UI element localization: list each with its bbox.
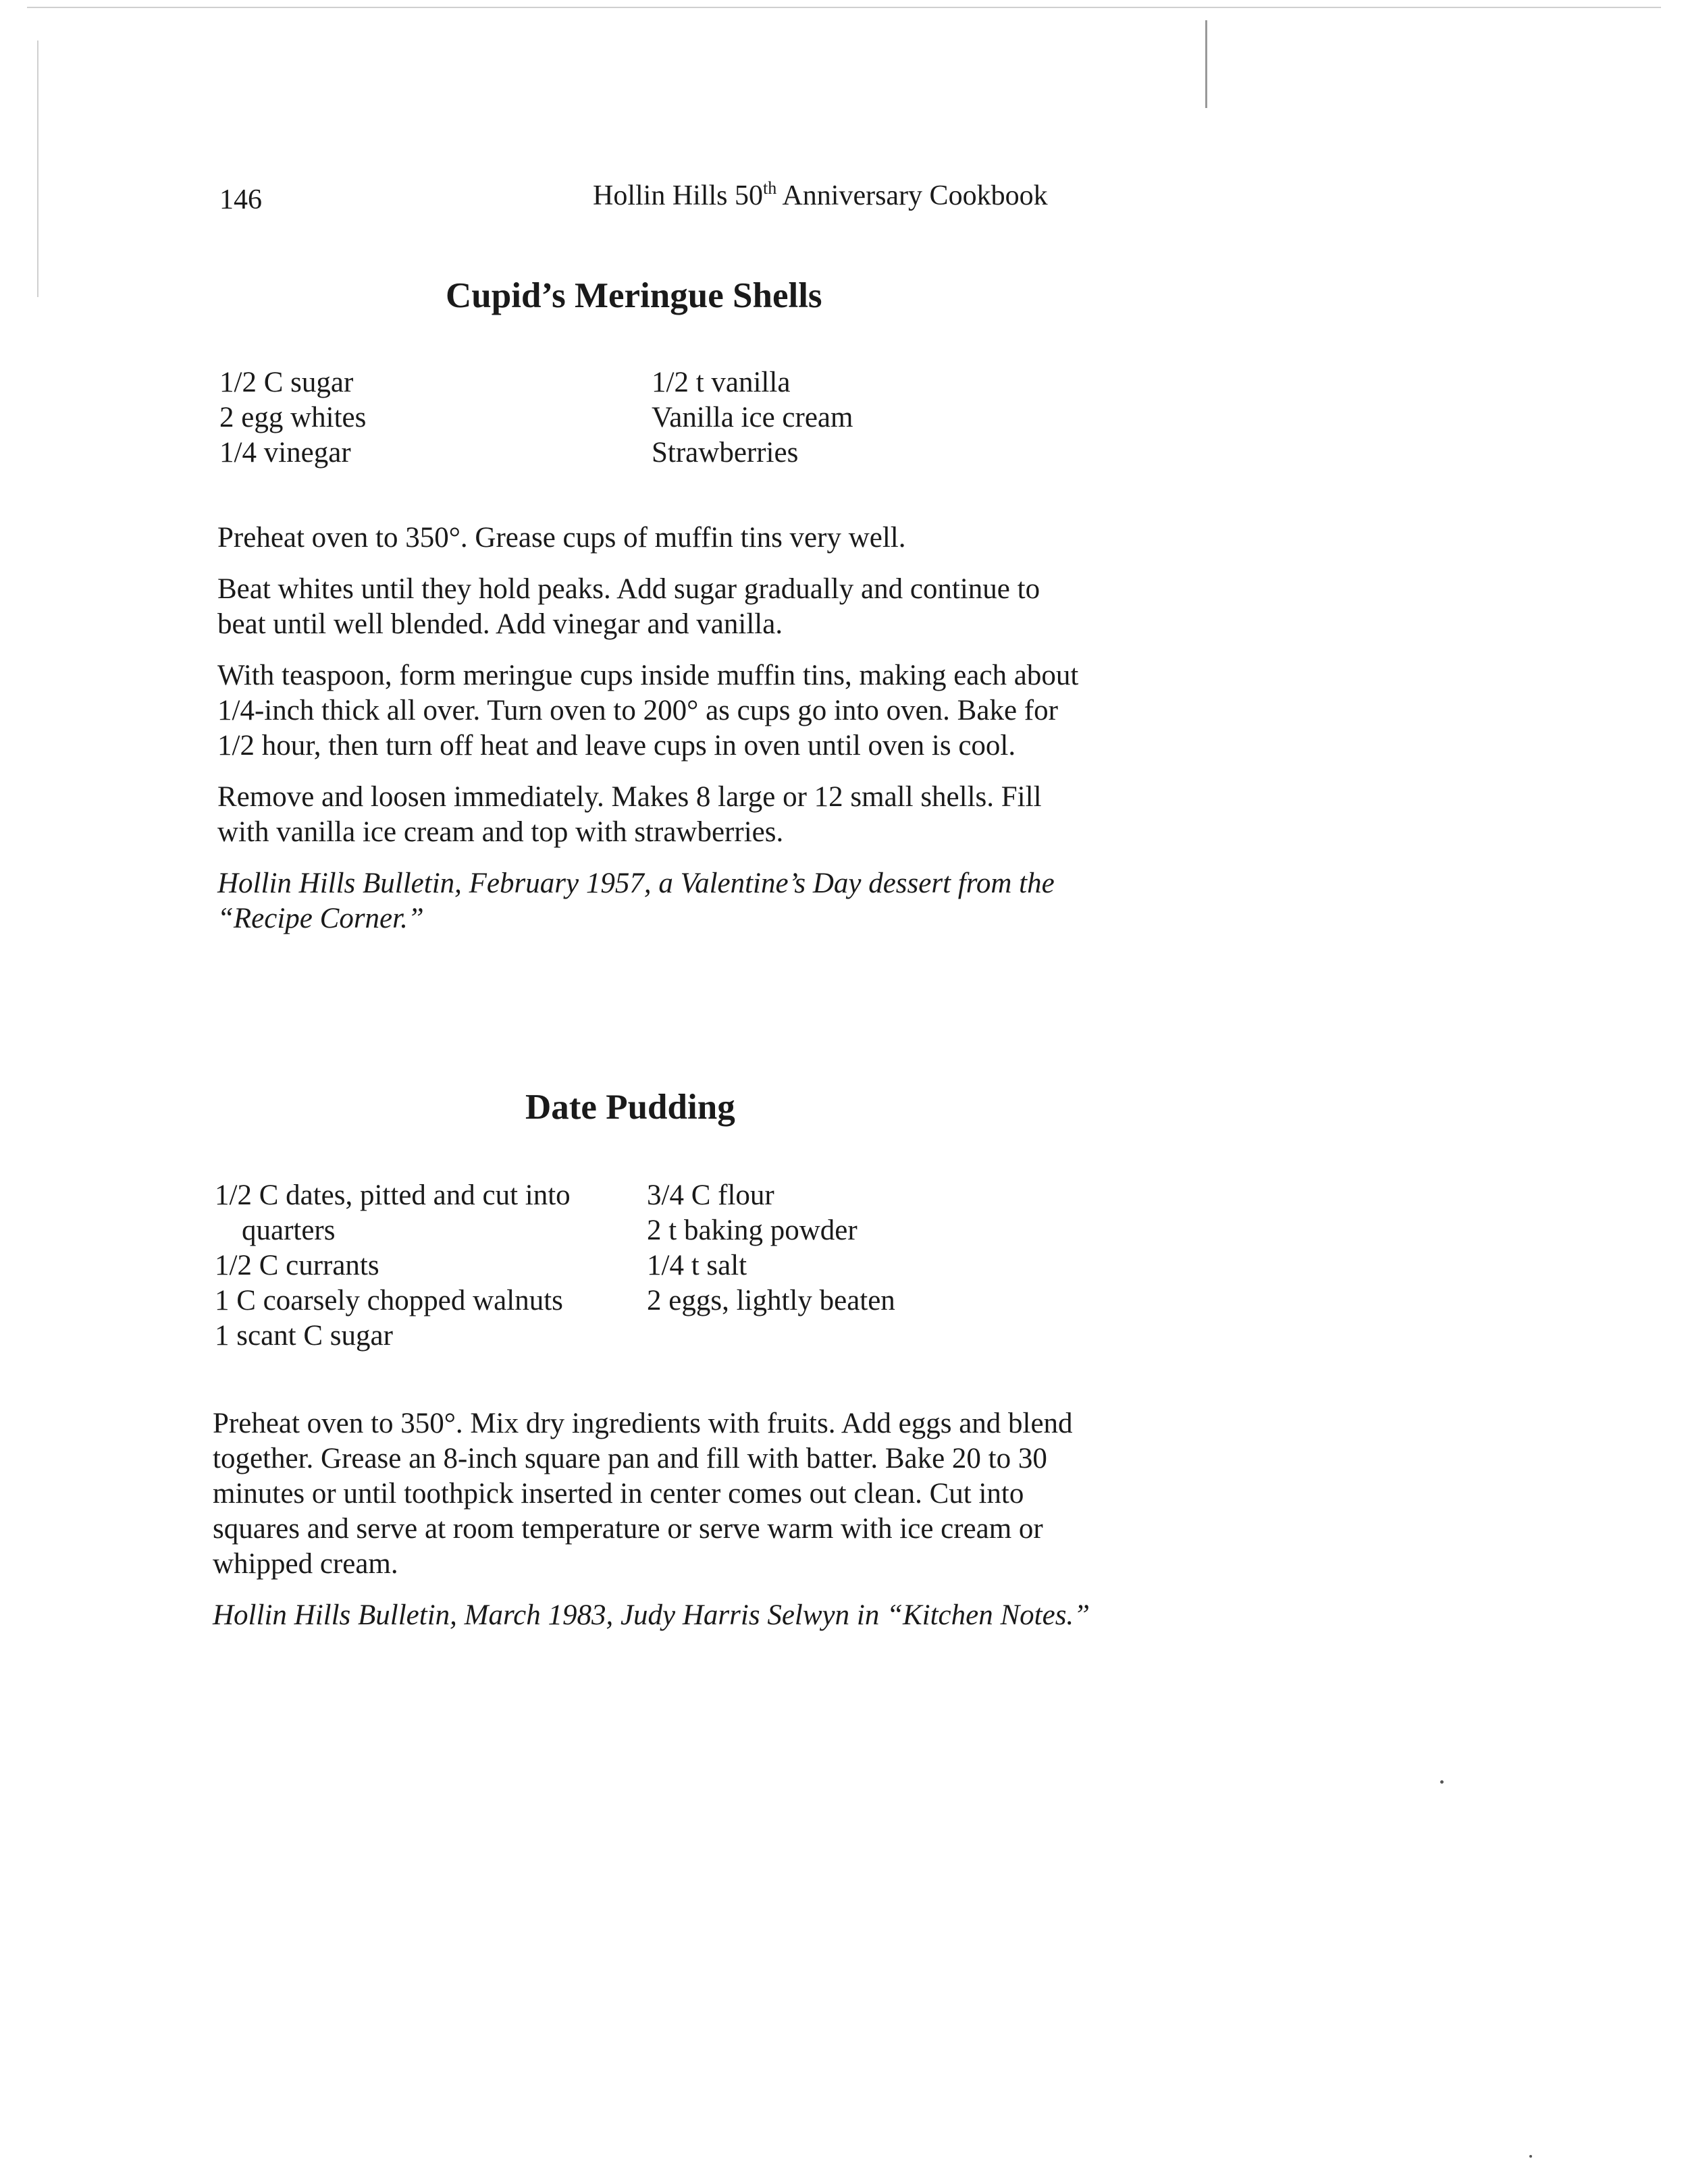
ingredient-item: 1/2 t vanilla [652,367,791,398]
instruction-step: Preheat oven to 350°. Grease cups of muffin tins very well. [217,522,906,554]
ingredient-item: Strawberries [652,437,799,469]
instruction-step: Beat whites until they hold peaks. Add sugar gradually and continue to beat until well blended. Add vinegar and vanilla. [217,573,1040,640]
instructions [217,521,1095,953]
ingredient-list-left [219,365,366,471]
ingredient-item: 3/4 C flour [647,1179,774,1211]
scan-speck [1529,2155,1532,2158]
ingredient-item: 1/4 vinegar [219,437,351,469]
ingredient-item: Vanilla ice cream [652,402,853,433]
ingredient-list-right [652,365,853,471]
ingredient-item: quarters [242,1215,336,1246]
instruction-step: Remove and loosen immediately. Makes 8 large or 12 small shells. Fill with vanilla ice cream and top with strawberries. [217,781,1042,848]
ingredient-item: 2 egg whites [219,402,367,433]
recipe-source: Hollin Hills Bulletin, February 1957, a Valentine’s Day dessert from the “Recipe Corner.” [217,868,1055,934]
ingredient-item: 1/2 C currants [215,1250,379,1281]
ingredient-item: 1/4 t salt [647,1250,747,1281]
recipe-source: Hollin Hills Bulletin, March 1983, Judy Harris Selwyn in “Kitchen Notes.” [213,1599,1090,1631]
ingredient-item: 1/2 C dates, pitted and cut into [215,1179,571,1211]
instruction-step: Preheat oven to 350°. Mix dry ingredients with fruits. Add eggs and blend together. Grease an 8-inch square pan and fill with batter. Bake 20 to 30 minutes or until toothpick inserted in center comes out clean. Cut into squares and serve at room temperature or serve warm with ice cream or whipped cream. [213,1408,1073,1580]
ingredient-item: 2 t baking powder [647,1215,858,1246]
running-head-subtitle: Anniversary Cookbook [776,180,1048,211]
scan-edge-right [1205,20,1207,108]
scan-edge-top [27,7,1661,8]
ingredient-list-right [647,1178,895,1319]
instruction-step: With teaspoon, form meringue cups inside muffin tins, making each about 1/4-inch thick all over. Turn oven to 200° as cups go into oven. Bake for 1/2 hour, then turn off heat and leave cups in oven until oven is cool. [217,660,1079,762]
page-number: 146 [219,184,262,215]
running-head [593,180,1048,212]
ingredient-item: 1 scant C sugar [215,1320,393,1352]
instructions [213,1406,1090,1649]
ingredient-item: 1 C coarsely chopped walnuts [215,1285,563,1316]
recipe-title: Date Pudding [525,1088,735,1127]
scan-speck [1440,1780,1444,1784]
running-head-title: Hollin Hills 50 [593,180,764,211]
recipe-title: Cupid’s Meringue Shells [446,276,822,315]
ingredient-list-left [215,1178,571,1354]
scan-edge-left [37,41,38,297]
ingredient-item: 1/2 C sugar [219,367,354,398]
running-head-superscript: th [763,178,777,198]
ingredient-item: 2 eggs, lightly beaten [647,1285,895,1316]
